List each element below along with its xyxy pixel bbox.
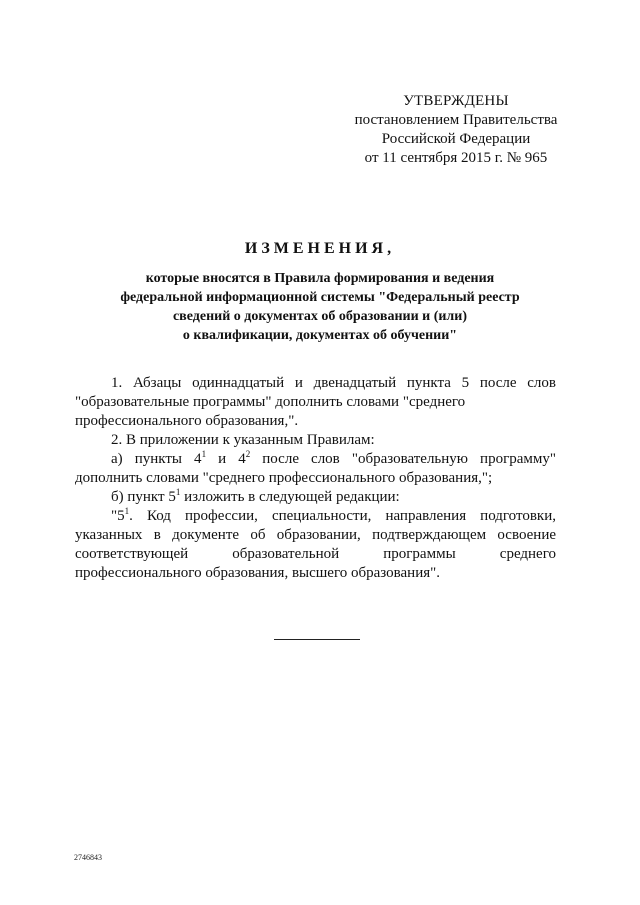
paragraph-1 bbox=[75, 374, 556, 412]
superscript-3: 1 bbox=[175, 487, 181, 497]
end-divider bbox=[274, 639, 360, 640]
paragraph-3-start: а) пункты 4 bbox=[111, 451, 202, 467]
paragraph-5 bbox=[75, 507, 556, 583]
superscript-2: 2 bbox=[245, 449, 251, 459]
paragraph-5-end: . Код профессии, специальности, направления подготовки, указанных в документе об образовании, подтверждающем освоение соответствующей образовательной программы среднего профессионального образования, высшего образования". bbox=[75, 508, 556, 581]
document-title-block bbox=[60, 240, 580, 345]
superscript-1: 1 bbox=[201, 449, 207, 459]
paragraph-3-end: после слов "образовательную программу" дополнить словами "среднего профессионального образования,"; bbox=[75, 451, 557, 486]
document-number: 2746843 bbox=[74, 853, 102, 862]
paragraph-2 bbox=[75, 431, 556, 450]
superscript-4: 1 bbox=[124, 506, 130, 516]
document-body bbox=[75, 374, 556, 583]
paragraph-3-mid: и 4 bbox=[206, 451, 246, 467]
paragraph-3 bbox=[75, 450, 556, 488]
paragraph-5-start: "5 bbox=[111, 508, 125, 524]
document-heading: ИЗМЕНЕНИЯ, bbox=[244, 240, 396, 257]
paragraph-1-continuation bbox=[75, 412, 556, 431]
approval-date-number: от 11 сентября 2015 г. № 965 bbox=[364, 150, 548, 166]
subtitle-line-1: которые вносятся в Правила формирования и ведения bbox=[145, 271, 495, 286]
paragraph-2-text: 2. В приложении к указанным Правилам: bbox=[111, 432, 375, 448]
subtitle-line-2: федеральной информационной системы "Федеральный реестр bbox=[120, 290, 520, 305]
subtitle-line-4: о квалификации, документах об обучении" bbox=[182, 328, 458, 343]
paragraph-1-end: профессионального образования,". bbox=[75, 413, 299, 429]
subtitle-line-3: сведений о документах об образовании и (или) bbox=[172, 309, 468, 324]
document-subtitle bbox=[60, 269, 580, 345]
approval-line-1: постановлением Правительства bbox=[354, 112, 558, 128]
approval-stamp bbox=[338, 92, 574, 168]
approved-label: УТВЕРЖДЕНЫ bbox=[403, 93, 509, 109]
paragraph-4 bbox=[75, 488, 556, 507]
paragraph-1-text: 1. Абзацы одиннадцатый и двенадцатый пункта 5 после слов "образовательные программы" дополнить словами "среднего bbox=[75, 375, 556, 410]
paragraph-4-end: изложить в следующей редакции: bbox=[180, 489, 400, 505]
approval-line-2: Российской Федерации bbox=[381, 131, 531, 147]
paragraph-4-start: б) пункт 5 bbox=[111, 489, 176, 505]
